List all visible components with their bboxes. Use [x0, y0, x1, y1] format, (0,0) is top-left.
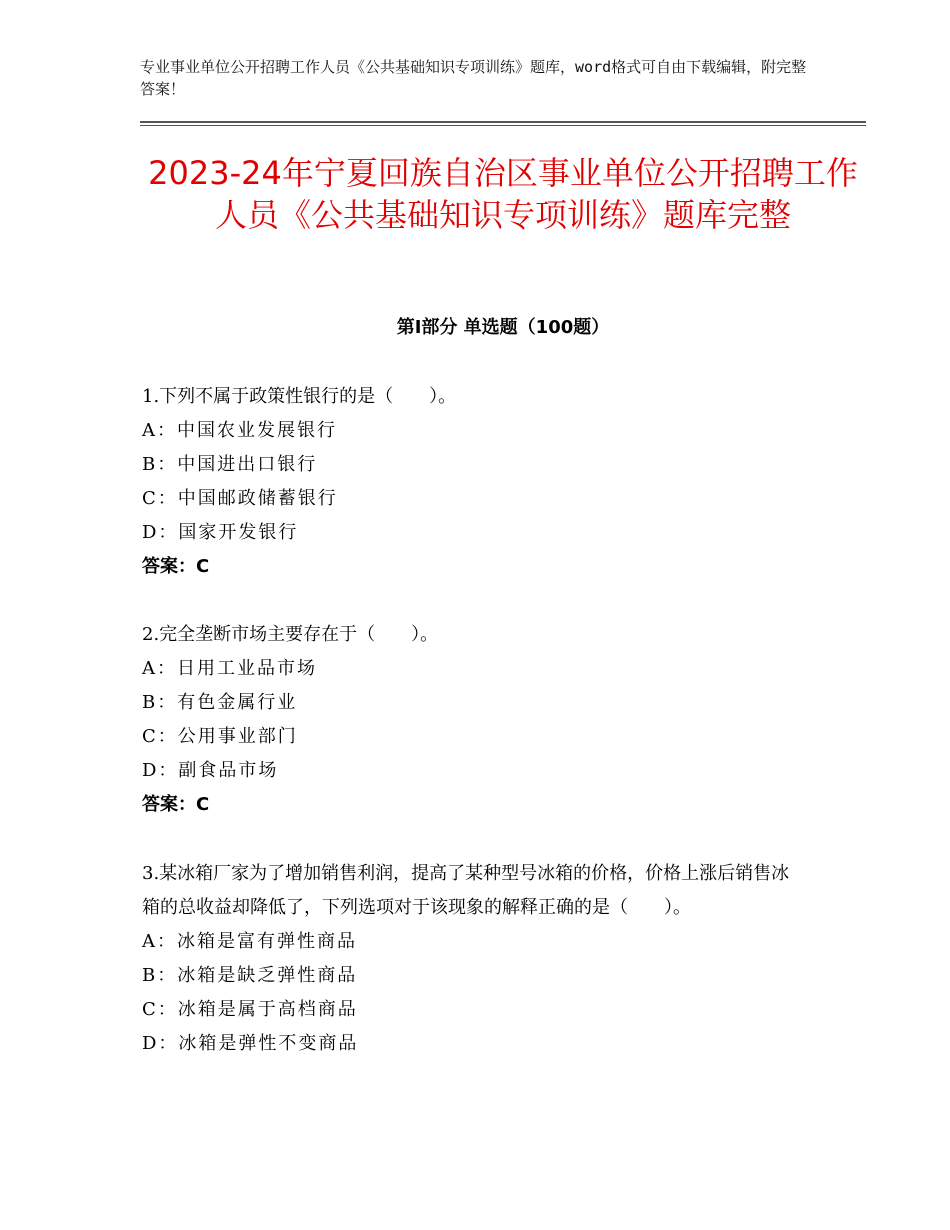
section-title: 第Ⅰ部分 单选题（100题）: [396, 317, 610, 338]
question-2: [142, 618, 802, 822]
option-a: A：中国农业发展银行: [142, 420, 337, 441]
question-stem: 3.某冰箱厂家为了增加销售利润，提高了某种型号冰箱的价格，价格上涨后销售冰箱的总收益却降低了，下列选项对于该现象的解释正确的是（ ）。: [142, 863, 790, 918]
option-a: A：日用工业品市场: [142, 658, 317, 679]
option-c: C：公用事业部门: [142, 726, 298, 747]
header-divider: [140, 121, 866, 123]
answer: 答案：C: [142, 794, 210, 815]
option-b: B：冰箱是缺乏弹性商品: [142, 965, 358, 986]
header-divider-thin: [140, 125, 866, 126]
option-c: C：冰箱是属于高档商品: [142, 999, 358, 1020]
option-d: D：副食品市场: [142, 760, 279, 781]
question-stem: 2.完全垄断市场主要存在于（ ）。: [142, 624, 439, 645]
option-b: B：中国进出口银行: [142, 454, 318, 475]
question-stem: 1.下列不属于政策性银行的是（ ）。: [142, 386, 457, 407]
option-c: C：中国邮政储蓄银行: [142, 488, 338, 509]
option-d: D：冰箱是弹性不变商品: [142, 1033, 359, 1054]
option-b: B：有色金属行业: [142, 692, 298, 713]
answer: 答案：C: [142, 556, 210, 577]
option-a: A：冰箱是富有弹性商品: [142, 931, 357, 952]
document-title: 2023-24年宁夏回族自治区事业单位公开招聘工作人员《公共基础知识专项训练》题库完整: [148, 154, 858, 234]
question-1: [142, 380, 802, 584]
option-d: D：国家开发银行: [142, 522, 299, 543]
question-3: [142, 857, 802, 1061]
header-note: 专业事业单位公开招聘工作人员《公共基础知识专项训练》题库，word格式可自由下载编辑，附完整答案！: [140, 58, 807, 98]
